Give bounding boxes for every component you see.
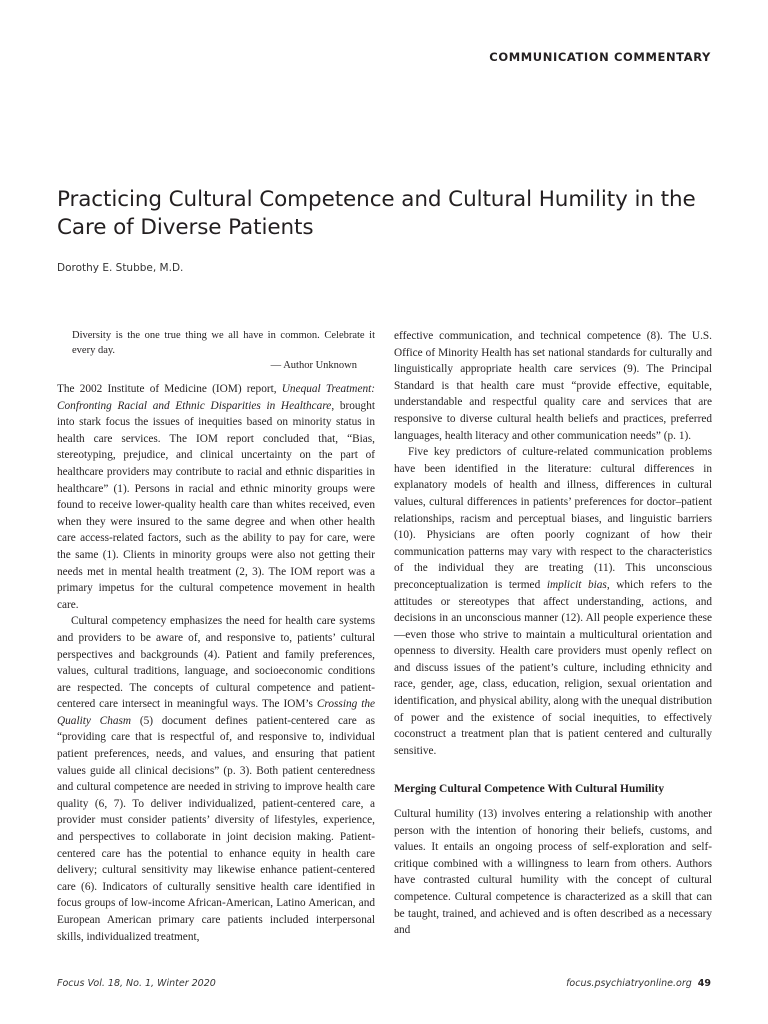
left-column: [57, 328, 375, 945]
article-title: Practicing Cultural Competence and Cultural Humility in the Care of Diverse Patients: [57, 187, 696, 240]
document-title: Crossing the Quality Chasm: [57, 698, 375, 727]
footer-citation: Focus Vol. 18, No. 1, Winter 2020: [57, 978, 216, 989]
emphasized-term: implicit bias: [546, 578, 607, 591]
epigraph-source: — Author Unknown: [270, 360, 357, 371]
right-column: [394, 328, 712, 939]
body-paragraph: [57, 381, 375, 613]
body-paragraph: effective communication, and technical competence (8). The U.S. Office of Minority Health has set national standards for culturally and linguistically appropriate health care services (9). The Principal Standard is that health care must “provide effective, equitable, understandable and respectful quality care and services that are responsive to diverse cultural health beliefs and practices, preferred languages, health literacy and other communication needs” (p. 1).: [394, 330, 712, 442]
article-author: Dorothy E. Stubbe, M.D.: [57, 262, 184, 274]
body-paragraph: Cultural humility (13) involves entering a relationship with another person with the intention of honoring their beliefs, customs, and values. It entails an ongoing process of self-exploration and self-critique combined with a willingness to learn from others. Authors have contrasted cultural humility with the concept of cultural competence. Cultural competence is characterized as a skill that can be taught, trained, and achieved and is often described as a necessary and: [394, 808, 712, 937]
footer-right: [566, 978, 711, 989]
report-title: Unequal Treatment: Confronting Racial and Ethnic Disparities in Healthcare: [57, 383, 376, 412]
section-heading: Merging Cultural Competence With Cultural Humility: [394, 783, 665, 796]
body-paragraph: [57, 613, 375, 945]
epigraph-text: Diversity is the one true thing we all have in common. Celebrate it every day.: [72, 330, 375, 356]
paragraph-text: The 2002 Institute of Medicine (IOM) report,: [57, 383, 282, 395]
paragraph-text: , which refers to the attitudes or stereotypes that affect understanding, actions, and decisions in an unconscious manner (12). All people experience these—even those who strive to maintain a multicultural orientation and openness to diversity. Health care providers must openly reflect on and discuss issues of the patient’s culture, including ethnicity and race, gender, age, class, education, religion, sexual orientation and identification, and physical ability, along with the unequal distribution of power and the existence of social inequities, to effectively coconstruct a treatment plan that is patient centered and culturally sensitive.: [394, 578, 713, 757]
paragraph-text: Cultural competency emphasizes the need for health care systems and providers to be aware of, and responsive to, patients’ cultural perspectives and backgrounds (4). Patient and family preferences, values, cultural traditions, language, and socioeconomic conditions are respected. The concepts of cultural competence and patient-centered care intersect in meaningful ways. The IOM’s: [57, 615, 375, 711]
page-number: 49: [697, 978, 711, 989]
paragraph-text: , brought into stark focus the issues of inequities based on minority status in health care services. The IOM report concluded that, “Bias, stereotyping, prejudice, and clinical uncertainty on the part of healthcare providers may contribute to racial and ethnic disparities in healthcare” (1). Persons in racial and ethnic minority groups were found to receive lower-quality health care than whites received, even when they were insured to the same degree and when other health care access-related factors, such as the ability to pay for care, were the same (1). Clients in minority groups were also not getting their needs met in mental health treatment (2, 3). The IOM report was a primary impetus for the cultural competence movement in health care.: [57, 399, 375, 611]
paragraph-text: (5) document defines patient-centered care as “providing care that is respectful of, and responsive to, individual patient preferences, needs, and values, and ensuring that patient values guide all clinical decisions” (p. 3). Both patient centeredness and cultural competence are needed in striving to improve health care quality (6, 7). To deliver individualized, patient-centered care, a provider must consider patients’ diversity of lifestyles, experience, and perspectives to collaborate in joint decision making. Patient-centered care has the potential to enhance equity in health care delivery; cultural sensitivity may likewise enhance patient-centered care (6). Indicators of culturally sensitive health care identified in focus groups of low-income African-American, Latino American, and European American primary care patients included interpersonal skills, individualized treatment,: [57, 714, 375, 943]
footer-site-link[interactable]: focus.psychiatryonline.org: [566, 978, 692, 989]
section-label: COMMUNICATION COMMENTARY: [489, 50, 711, 64]
paragraph-text: Five key predictors of culture-related communication problems have been identified in the literature: cultural differences in explanatory models of health and illness, differences in cultural values, cultural differences in patients’ preferences for doctor–patient relationships, racism and perceptual biases, and linguistic barriers (10). Physicians are often poorly cognizant of how their communication patterns may vary with respect to the characteristics of the individual they are treating (11). This unconscious preconceptualization is termed: [394, 446, 712, 591]
body-paragraph: [394, 444, 712, 759]
